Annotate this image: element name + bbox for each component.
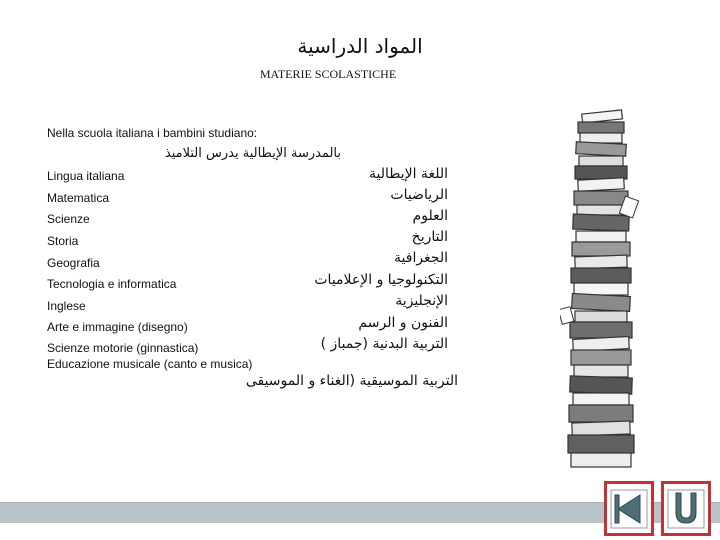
- subject-ar-7: الإنجليزية: [395, 293, 448, 309]
- subject-it-5: Geografia: [47, 256, 100, 270]
- subject-it-4: Storia: [47, 234, 79, 248]
- return-button[interactable]: [661, 481, 711, 536]
- subject-ar-10: التربية الموسيقية (الغناء و الموسيقى: [245, 373, 458, 389]
- page-title-arabic: المواد الدراسية: [297, 34, 423, 58]
- subject-it-1: Lingua italiana: [47, 169, 125, 183]
- u-turn-icon: [667, 489, 705, 529]
- subject-ar-2: الرياضيات: [390, 187, 448, 203]
- subject-it-3: Scienze: [47, 212, 90, 226]
- subject-it-7: Inglese: [47, 299, 86, 313]
- subject-ar-6: التكنولوجيا و الإعلاميات: [314, 272, 448, 288]
- subject-ar-5: الجغرافية: [394, 250, 448, 266]
- subject-it-10: Educazione musicale (canto e musica): [47, 357, 253, 371]
- subject-it-2: Matematica: [47, 191, 110, 205]
- subject-it-6: Tecnologia e informatica: [47, 277, 177, 291]
- back-arrow-icon: [610, 489, 648, 529]
- subject-it-8: Arte e immagine (disegno): [47, 320, 188, 334]
- book-stack-illustration: [560, 108, 640, 474]
- intro-arabic: بالمدرسة الإيطالية يدرس التلاميذ: [164, 146, 341, 161]
- subject-ar-4: التاريخ: [411, 229, 448, 245]
- subject-ar-9: التربية البدنية (جمباز ): [320, 336, 448, 352]
- subject-ar-3: العلوم: [412, 208, 448, 224]
- back-button[interactable]: [604, 481, 654, 536]
- page-title-italian: MATERIE SCOLASTICHE: [259, 67, 397, 81]
- intro-italian: Nella scuola italiana i bambini studiano:: [47, 126, 258, 140]
- subject-ar-8: الفنون و الرسم: [358, 315, 448, 331]
- subject-ar-1: اللغة الإيطالية: [368, 166, 448, 182]
- subject-it-9: Scienze motorie (ginnastica): [47, 341, 199, 355]
